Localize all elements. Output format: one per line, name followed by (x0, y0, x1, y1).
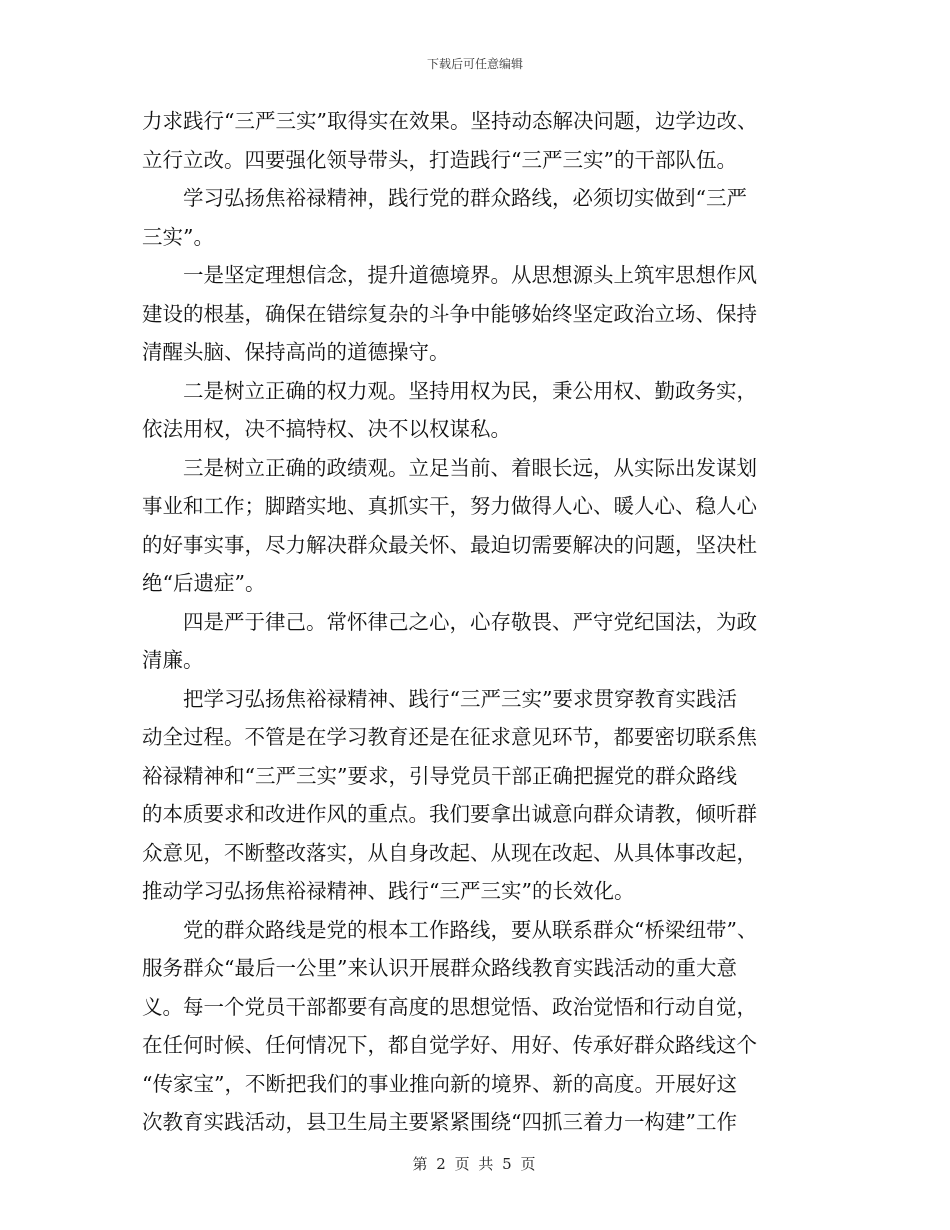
text-line: 四是严于律己。常怀律己之心，心存敬畏、严守党纪国法，为政 (183, 609, 757, 634)
text-line: 立行立改。四要强化领导带头，打造践行“三严三实”的干部队伍。 (142, 147, 737, 172)
text-line: 依法用权，决不搞特权、决不以权谋私。 (142, 417, 511, 441)
text-line: 次教育实践活动，县卫生局主要紧紧围绕“四抓三着力一构建”工作 (142, 1110, 737, 1134)
text-line: 裕禄精神和“三严三实”要求，引导党员干部正确把握党的群众路线 (142, 763, 737, 788)
page-number-footer: 第 2 页 共 5 页 (412, 1155, 538, 1173)
text-line: 的好事实事，尽力解决群众最关怀、最迫切需要解决的问题，坚决杜 (142, 532, 757, 557)
text-line: 众意见，不断整改落实，从自身改起、从现在改起、从具体事改起， (142, 840, 757, 865)
text-line: 一是坚定理想信念，提升道德境界。从思想源头上筑牢思想作风 (183, 263, 757, 287)
text-line: 的本质要求和改进作风的重点。我们要拿出诚意向群众请教，倾听群 (142, 802, 757, 826)
text-line: 三是树立正确的政绩观。立足当前、着眼长远，从实际出发谋划 (183, 455, 757, 480)
text-line: 在任何时候、任何情况下，都自觉学好、用好、传承好群众路线这个 (142, 1033, 757, 1057)
text-line: 义。每一个党员干部都要有高度的思想觉悟、政治觉悟和行动自觉， (142, 994, 757, 1019)
text-line: 二是树立正确的权力观。坚持用权为民，秉公用权、勤政务实， (183, 378, 757, 403)
document-body (142, 102, 812, 1142)
text-line: 事业和工作；脚踏实地、真抓实干，努力做得人心、暖人心、稳人心 (142, 494, 757, 518)
text-line: 服务群众“最后一公里”来认识开展群众路线教育实践活动的重大意 (142, 956, 737, 980)
text-line: 力求践行“三严三实”取得实在效果。坚持动态解决问题，边学边改、 (142, 109, 758, 133)
text-line: 清廉。 (142, 648, 204, 672)
page-header: 下载后可任意编辑 (426, 57, 523, 71)
text-line: 清醒头脑、保持高尚的道德操守。 (142, 340, 450, 364)
text-line: 动全过程。不管是在学习教育还是在征求意见环节，都要密切联系焦 (142, 725, 757, 749)
text-line: 党的群众路线是党的根本工作路线，要从联系群众“桥梁纽带”、 (183, 917, 758, 942)
text-line: 把学习弘扬焦裕禄精神、践行“三严三实”要求贯穿教育实践活 (183, 686, 737, 711)
text-line: 绝“后遗症”。 (142, 571, 266, 595)
text-line: 推动学习弘扬焦裕禄精神、践行“三严三实”的长效化。 (142, 879, 635, 903)
text-line: 建设的根基，确保在错综复杂的斗争中能够始终坚定政治立场、保持 (142, 301, 757, 326)
text-line: 三实”。 (142, 224, 214, 249)
text-line: “传家宝”，不断把我们的事业推向新的境界、新的高度。开展好这 (142, 1071, 737, 1096)
text-line: 学习弘扬焦裕禄精神，践行党的群众路线，必须切实做到“三严 (183, 186, 747, 210)
